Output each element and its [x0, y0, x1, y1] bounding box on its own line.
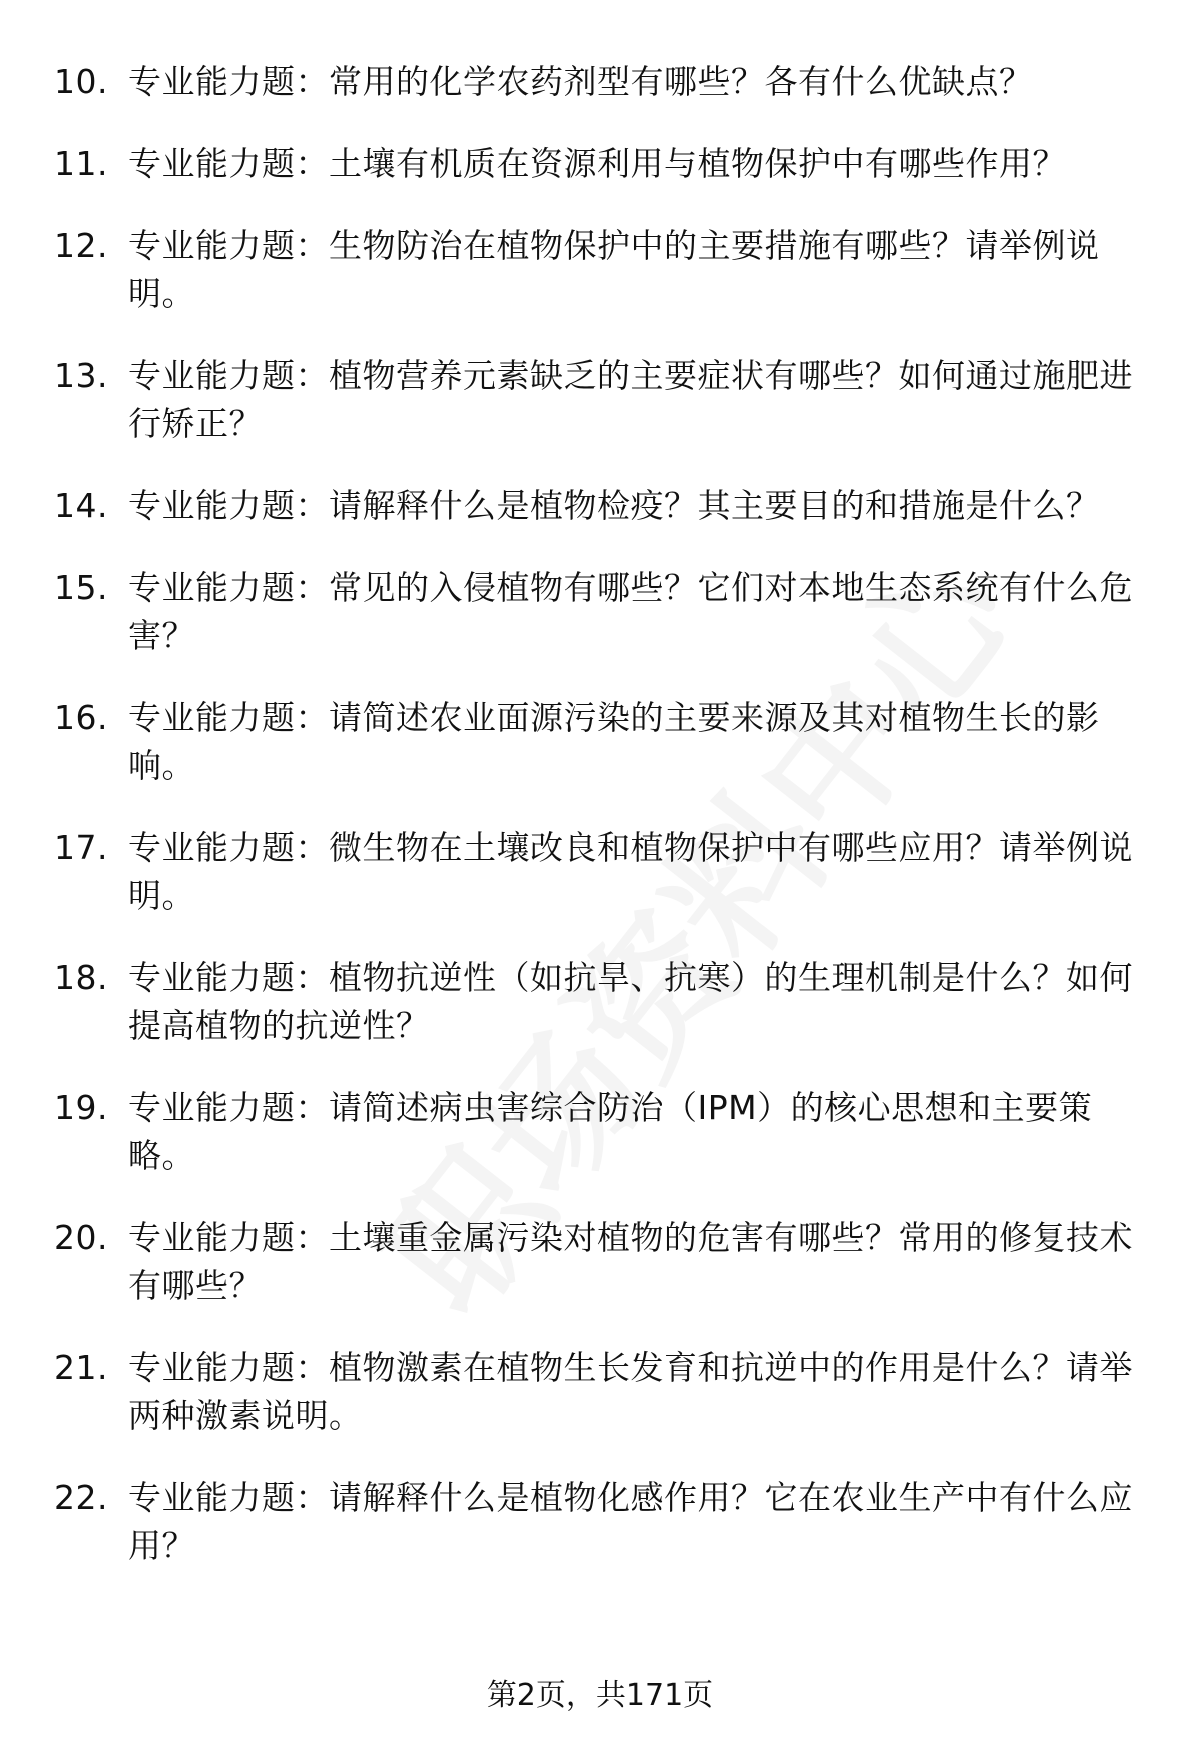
question-number: 16.: [54, 698, 108, 737]
question-text: 专业能力题：植物营养元素缺乏的主要症状有哪些？如何通过施肥进行矫正？: [128, 356, 1133, 443]
question-text: 专业能力题：请简述农业面源污染的主要来源及其对植物生长的影响。: [128, 698, 1100, 785]
question-number: 20.: [54, 1218, 108, 1257]
question-item: [54, 222, 1134, 318]
question-item: [54, 1214, 1134, 1310]
question-item: [54, 694, 1134, 790]
question-item: [54, 1474, 1134, 1570]
question-text: 专业能力题：请简述病虫害综合防治（IPM）的核心思想和主要策略。: [128, 1088, 1093, 1175]
question-text: 专业能力题：常用的化学农药剂型有哪些？各有什么优缺点？: [128, 62, 1033, 101]
question-item: [54, 824, 1134, 920]
question-number: 19.: [54, 1088, 108, 1127]
question-number: 18.: [54, 958, 108, 997]
question-text: 专业能力题：土壤重金属污染对植物的危害有哪些？常用的修复技术有哪些？: [128, 1218, 1133, 1305]
question-text: 专业能力题：土壤有机质在资源利用与植物保护中有哪些作用？: [128, 144, 1066, 183]
question-text: 专业能力题：常见的入侵植物有哪些？它们对本地生态系统有什么危害？: [128, 568, 1133, 655]
question-item: [54, 482, 1134, 530]
question-number: 21.: [54, 1348, 108, 1387]
question-number: 22.: [54, 1478, 108, 1517]
question-text: 专业能力题：请解释什么是植物检疫？其主要目的和措施是什么？: [128, 486, 1100, 525]
question-number: 14.: [54, 486, 108, 525]
question-text: 专业能力题：生物防治在植物保护中的主要措施有哪些？请举例说明。: [128, 226, 1100, 313]
question-number: 10.: [54, 62, 108, 101]
question-item: [54, 1084, 1134, 1180]
question-number: 15.: [54, 568, 108, 607]
question-item: [54, 564, 1134, 660]
question-text: 专业能力题：植物激素在植物生长发育和抗逆中的作用是什么？请举两种激素说明。: [128, 1348, 1133, 1435]
question-number: 13.: [54, 356, 108, 395]
question-number: 12.: [54, 226, 108, 265]
question-number: 17.: [54, 828, 108, 867]
question-item: [54, 140, 1134, 188]
question-list: [54, 58, 1134, 1604]
question-text: 专业能力题：微生物在土壤改良和植物保护中有哪些应用？请举例说明。: [128, 828, 1133, 915]
question-text: 专业能力题：植物抗逆性（如抗旱、抗寒）的生理机制是什么？如何提高植物的抗逆性？: [128, 958, 1133, 1045]
page-number-label: 第2页，共171页: [486, 1678, 714, 1713]
page-footer: [0, 1676, 1200, 1716]
question-item: [54, 58, 1134, 106]
question-item: [54, 352, 1134, 448]
question-item: [54, 954, 1134, 1050]
question-text: 专业能力题：请解释什么是植物化感作用？它在农业生产中有什么应用？: [128, 1478, 1133, 1565]
question-item: [54, 1344, 1134, 1440]
question-number: 11.: [54, 144, 108, 183]
